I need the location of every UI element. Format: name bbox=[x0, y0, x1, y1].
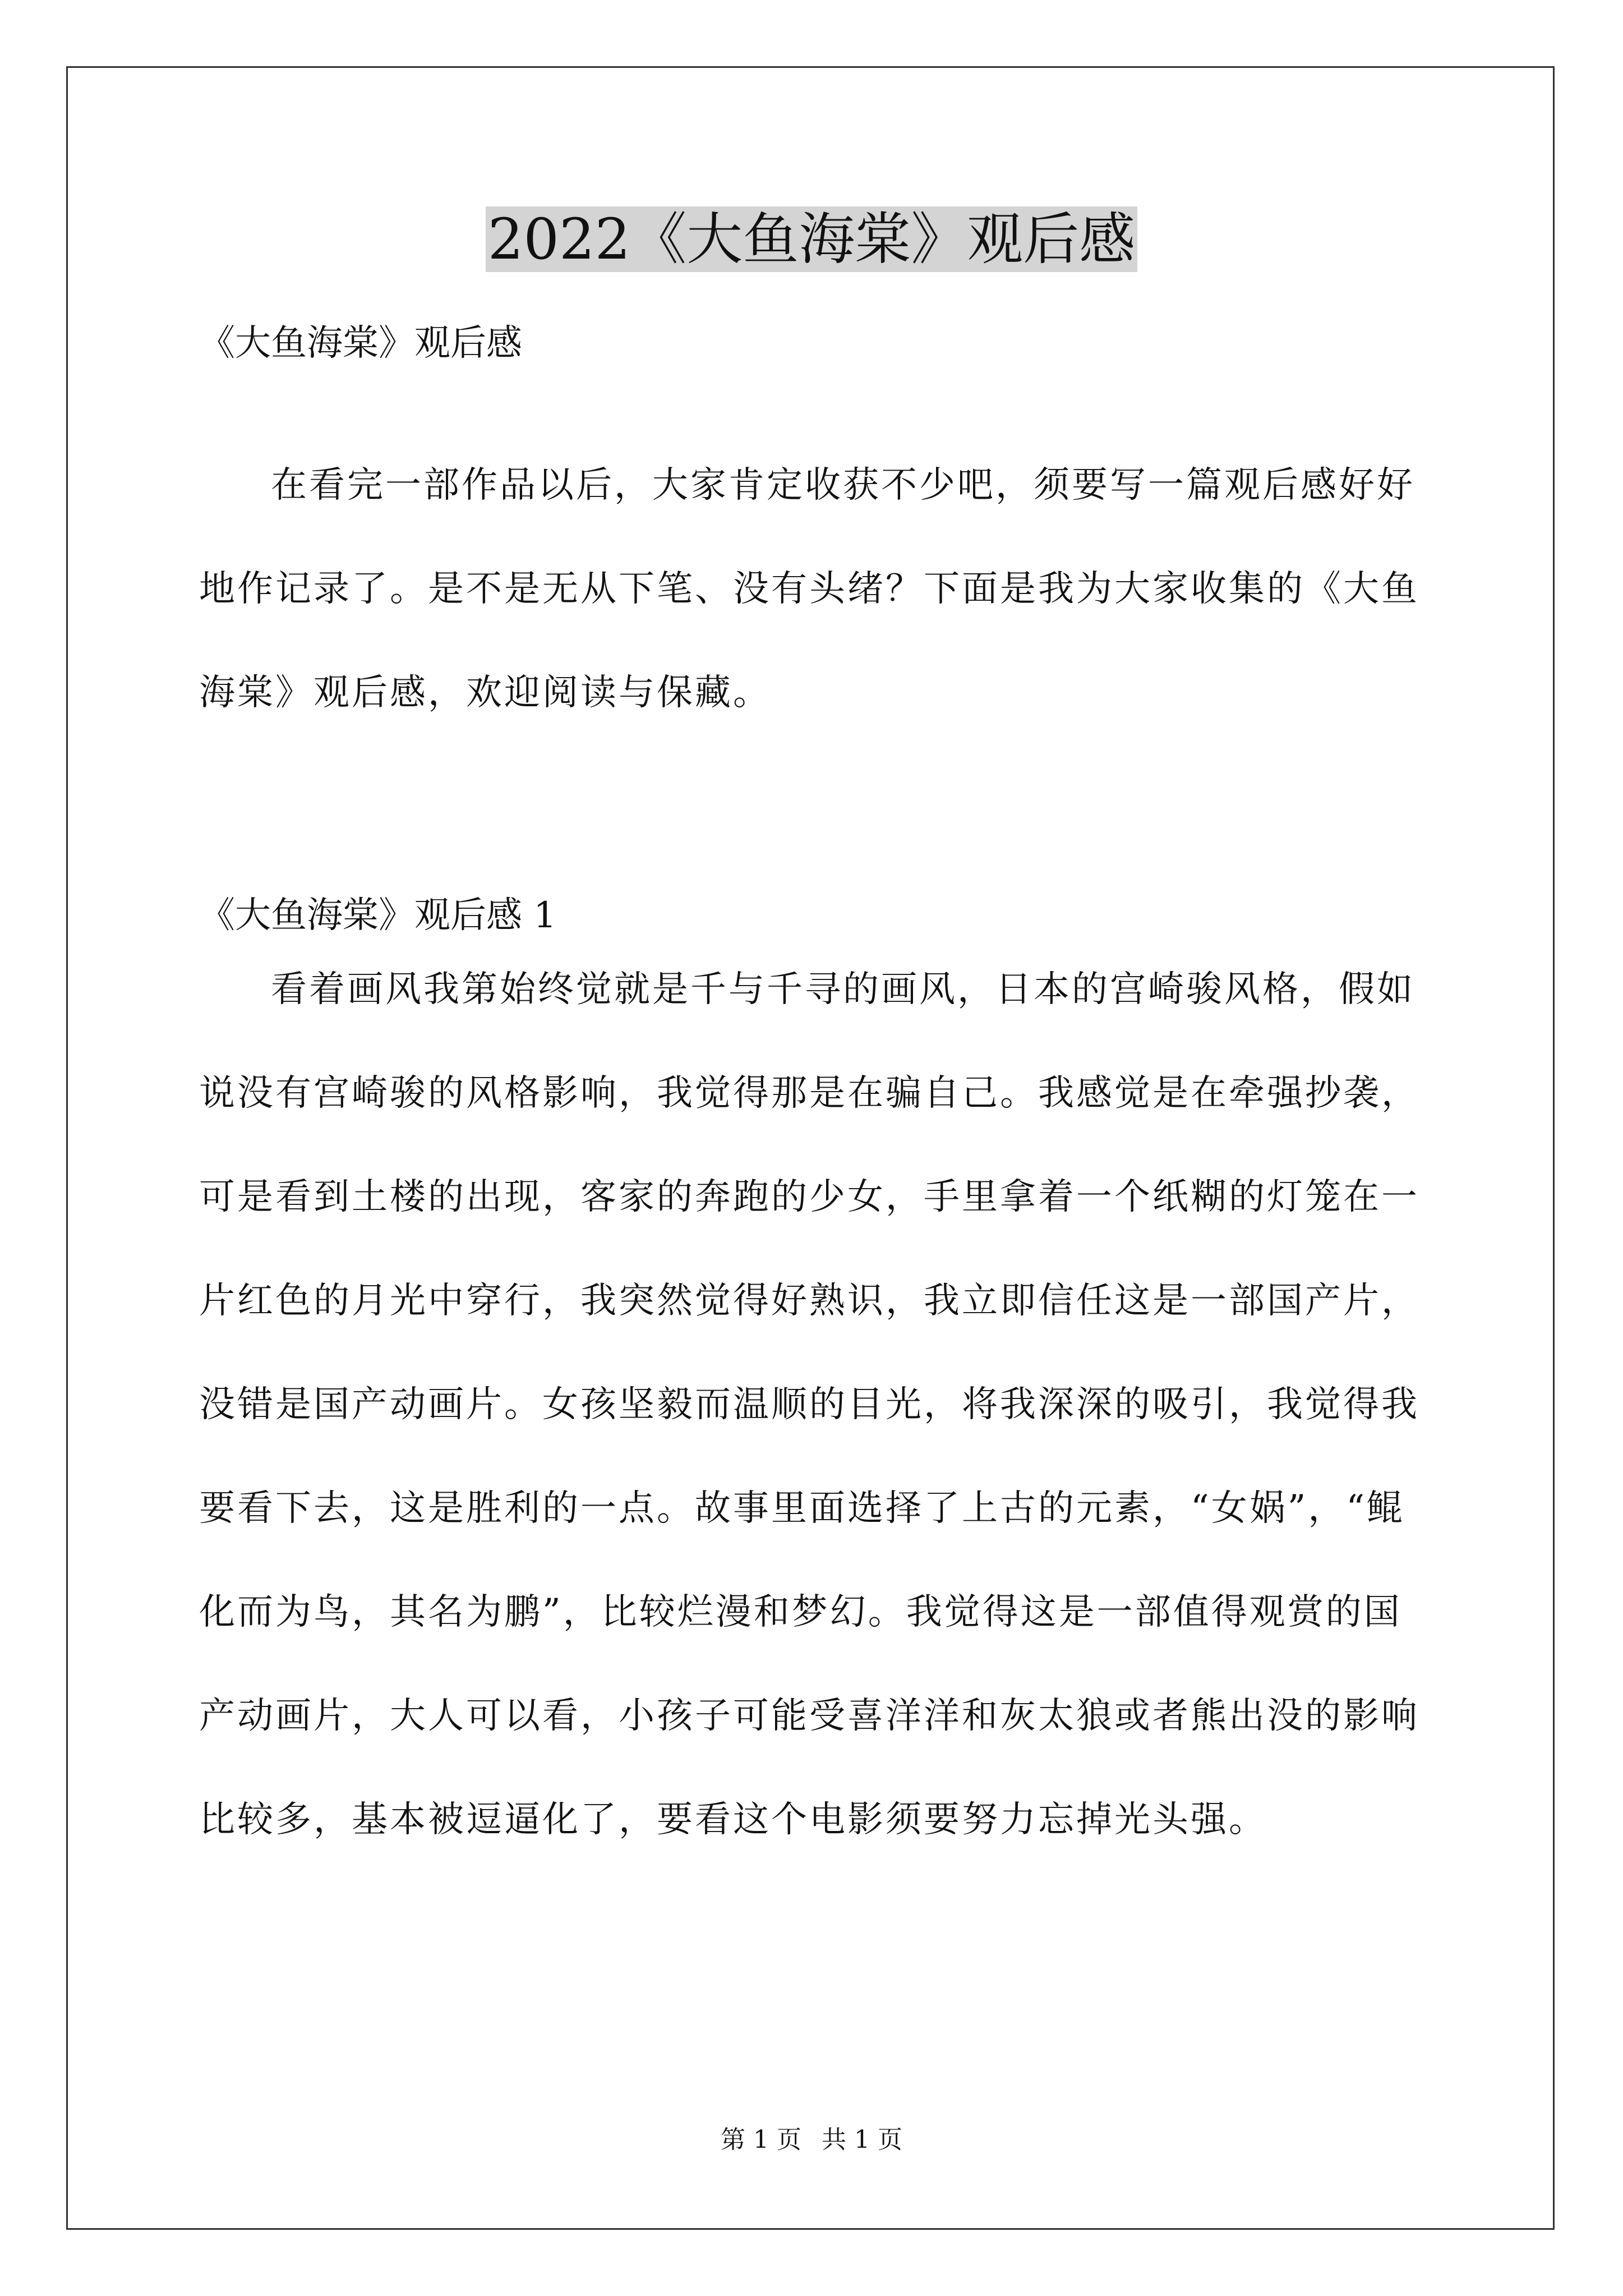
section-1-heading: 《大鱼海棠》观后感 1 bbox=[199, 895, 557, 936]
document-title bbox=[0, 203, 1623, 276]
document-subtitle: 《大鱼海棠》观后感 bbox=[199, 323, 522, 364]
page-footer bbox=[0, 2123, 1623, 2157]
page-number: 第 1 页 bbox=[721, 2125, 801, 2154]
section-1-body: 看着画风我第始终觉就是千与千寻的画风，日本的宫崎骏风格，假如说没有宫崎骏的风格影响，我觉得那是在骗自己。我感觉是在牵强抄袭，可是看到土楼的出现，客家的奔跑的少女，手里拿着一个纸糊的灯笼在一片红色的月光中穿行，我突然觉得好熟识，我立即信任这是一部国产片，没错是国产动画片。女孩坚毅而温顺的目光，将我深深的吸引，我觉得我要看下去，这是胜利的一点。故事里面选择了上古的元素，“女娲”，“鲲化而为鸟，其名为鹏”，比较烂漫和梦幻。我觉得这是一部值得观赏的国产动画片，大人可以看，小孩子可能受喜洋洋和灰太狼或者熊出没的影响比较多，基本被逗逼化了，要看这个电影须要努力忘掉光头强。 bbox=[199, 969, 1419, 1841]
intro-paragraph: 在看完一部作品以后，大家肯定收获不少吧，须要写一篇观后感好好地作记录了。是不是无从下笔、没有头绪？下面是我为大家收集的《大鱼海棠》观后感，欢迎阅读与保藏。 bbox=[199, 464, 1419, 714]
page-count: 共 1 页 bbox=[822, 2125, 902, 2154]
document-title-text: 2022《大鱼海棠》观后感 bbox=[486, 206, 1138, 272]
